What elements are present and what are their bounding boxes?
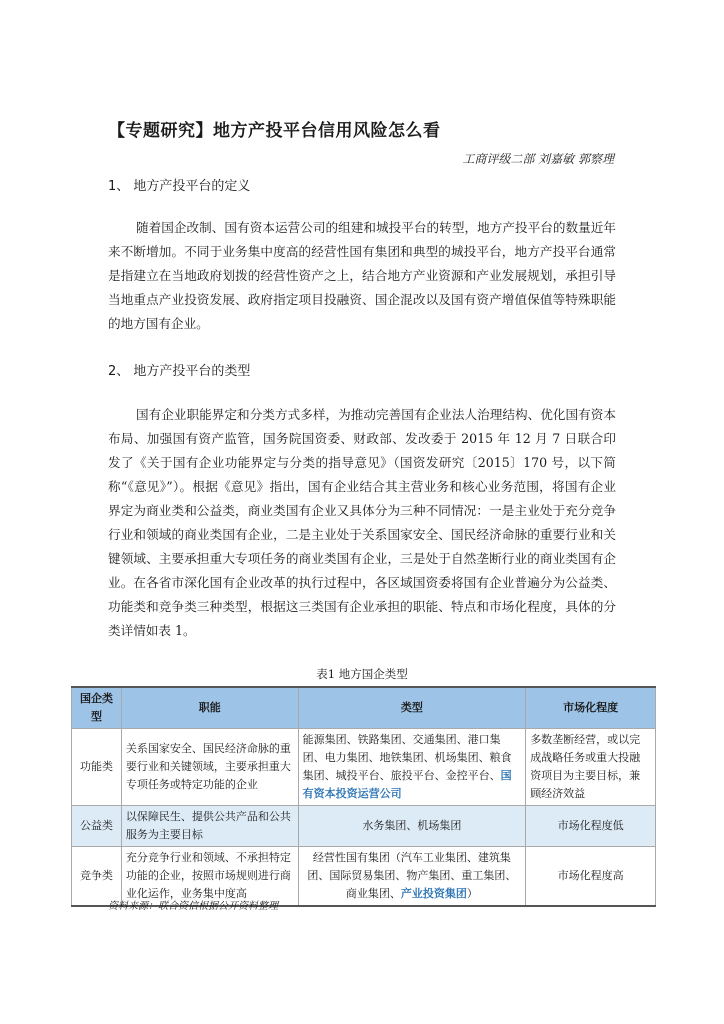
section-heading-2: 2、 地方产投平台的类型	[108, 364, 251, 379]
types-text: 经营性国有集团（汽车工业集团、建筑集团、国际贸易集团、物产集团、重工集团、商业集团、	[307, 851, 517, 900]
cell-category: 竞争类	[72, 847, 122, 907]
cell-market: 多数垄断经营，或以完成战略任务或重大投融资项目为主要目标，兼顾经济效益	[526, 729, 656, 806]
table-header-row	[72, 687, 656, 729]
cell-category: 功能类	[72, 729, 122, 806]
table-caption: 表1 地方国企类型	[316, 667, 408, 681]
types-text: 能源集团、铁路集团、交通集团、港口集团、电力集团、地铁集团、机场集团、粮食集团、城投平台、旅投平台、金控平台、	[302, 733, 512, 782]
cell-market: 市场化程度低	[526, 806, 656, 847]
types-highlight: 产业投资集团	[400, 887, 467, 900]
header-types: 类型	[298, 687, 526, 729]
types-highlight: 国有资本投资运营公司	[302, 769, 512, 800]
cell-types	[298, 729, 526, 806]
author-line: 工商评级二部 刘嘉敏 郭察理	[462, 152, 614, 166]
table-source-note: 资料来源：联合资信根据公开资料整理	[108, 901, 278, 912]
cell-market: 市场化程度高	[526, 847, 656, 907]
table-row	[72, 729, 656, 806]
cell-function: 充分竞争行业和领域、不承担特定功能的企业，按照市场规则进行商业化运作，业务集中度高	[121, 847, 298, 907]
cell-types: 水务集团、机场集团	[298, 806, 526, 847]
header-market: 市场化程度	[526, 687, 656, 729]
document-title: 【专题研究】地方产投平台信用风险怎么看	[108, 121, 441, 141]
header-category: 国企类型	[72, 687, 122, 729]
types-suffix: ）	[466, 887, 478, 900]
cell-category: 公益类	[72, 806, 122, 847]
section-heading-1: 1、 地方产投平台的定义	[108, 179, 251, 194]
enterprise-type-table	[71, 686, 656, 907]
cell-types	[298, 847, 526, 907]
section-paragraph-2: 国有企业职能界定和分类方式多样，为推动完善国有企业法人治理结构、优化国有资本布局、加强国有资产监管，国务院国资委、财政部、发改委于 2015 年 12 月 7 日联合印发了《关于国有企业功能界定与分类的指导意见》（国资发研究〔2015〕170 号，以下简称“《意见》”）。根据《意见》指出，国有企业结合其主营业务和核心业务范围，将国有企业界定为商业类和公益类，商业类国有企业又具体分为三种不同情况：一是主业处于充分竞争行业和领域的商业类国有企业，二是主业处于关系国家安全、国民经济命脉的重要行业和关键领域、主要承担重大专项任务的商业类国有企业，三是处于自然垄断行业的商业类国有企业。在各省市深化国有企业改革的执行过程中，各区域国资委将国有企业普遍分为公益类、功能类和竞争类三种类型，根据这三类国有企业承担的职能、特点和市场化程度，具体的分类详情如表 1。	[108, 407, 616, 638]
cell-function: 以保障民生、提供公共产品和公共服务为主要目标	[121, 806, 298, 847]
header-function: 职能	[121, 687, 298, 729]
cell-function: 关系国家安全、国民经济命脉的重要行业和关键领域，主要承担重大专项任务或特定功能的企业	[121, 729, 298, 806]
section-paragraph-1: 随着国企改制、国有资本运营公司的组建和城投平台的转型，地方产投平台的数量近年来不断增加。不同于业务集中度高的经营性国有集团和典型的城投平台，地方产投平台通常是指建立在当地政府划拨的经营性资产之上，结合地方产业资源和产业发展规划，承担引导当地重点产业投资发展、政府指定项目投融资、国企混改以及国有资产增值保值等特殊职能的地方国有企业。	[108, 220, 616, 331]
table-row	[72, 806, 656, 847]
